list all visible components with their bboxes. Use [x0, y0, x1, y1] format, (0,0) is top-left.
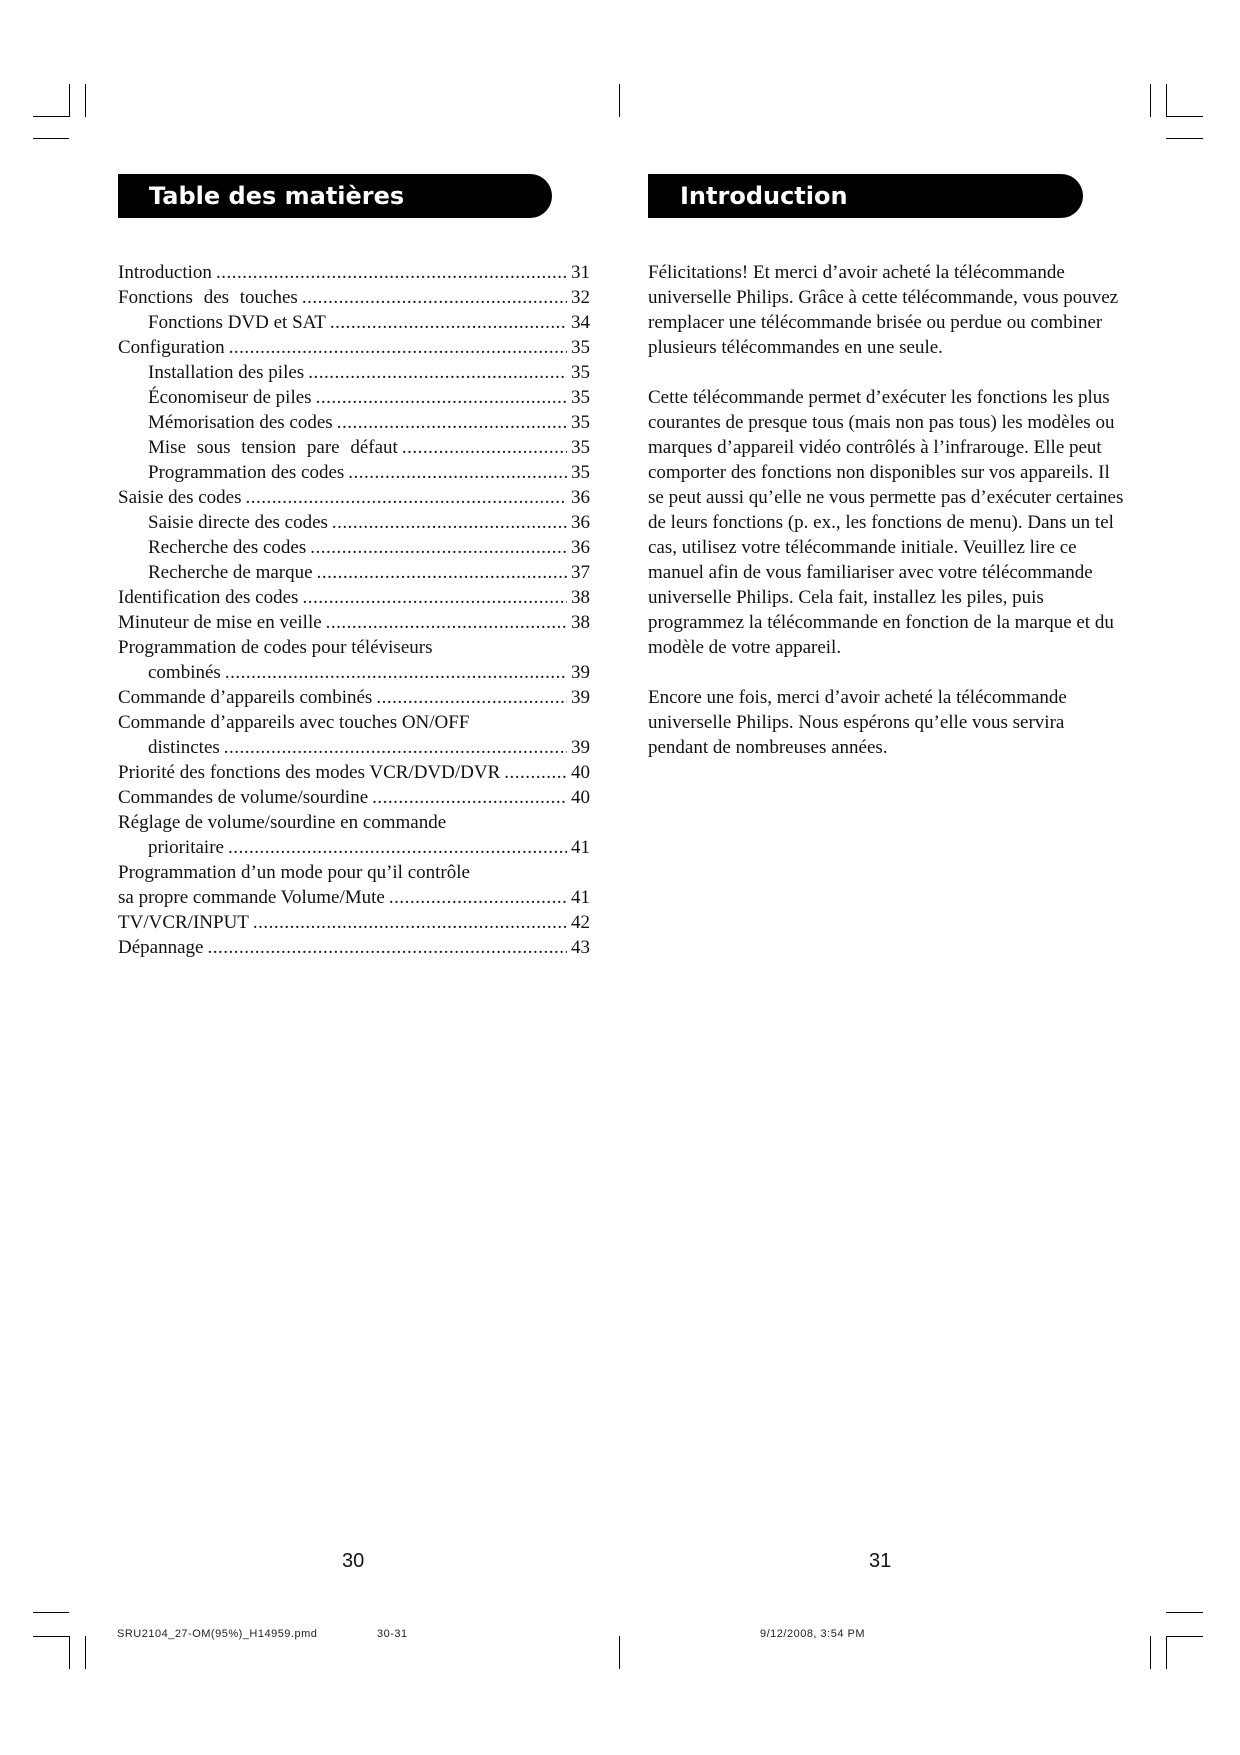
toc-leader-dots	[402, 435, 567, 460]
toc-entry-title: Dépannage	[118, 937, 204, 958]
toc-entry-line: Réglage de volume/sourdine en commande	[118, 812, 447, 833]
toc-entry	[118, 410, 590, 435]
intro-paragraph: Cette télécommande permet d’exécuter les fonctions les plus courantes de presque tous (mais non pas tous) les modèles ou marques d’appareil vidéo contrôlés à l’infrarouge. Elle peut comporter des fonctions non disponibles sur vos appareils. Il se peut aussi qu’elle ne vous permette pas d’exécuter certaines de leurs fonctions (p. ex., les fonctions de menu). Dans un tel cas, utilisez votre télécommande initiale. Veuillez lire ce manuel afin de vous familiariser avec votre télécommande universelle Philips. Cela fait, installez les piles, puis programmez la télécommande en fonction de la marque et du modèle de votre appareil.	[648, 387, 1124, 658]
toc-entry-page: 41	[571, 837, 590, 858]
toc-entry-page: 40	[571, 762, 590, 783]
toc-leader-dots	[207, 935, 567, 960]
toc-entry-page: 38	[571, 587, 590, 608]
toc-leader-dots	[216, 260, 567, 285]
toc-entry-page: 36	[571, 512, 590, 533]
crop-mark	[1166, 138, 1203, 139]
toc-entry-page: 39	[571, 662, 590, 683]
toc-entry-title: Commandes de volume/sourdine	[118, 787, 369, 808]
toc-entry-title: Fonctions des touches	[118, 287, 298, 308]
toc-leader-dots	[504, 760, 567, 785]
toc-entry	[118, 785, 590, 810]
toc-entry	[118, 760, 590, 785]
toc-entry-title: Configuration	[118, 337, 225, 358]
crop-mark	[33, 1612, 69, 1613]
toc-entry-page: 35	[571, 437, 590, 458]
toc-entry-title: Saisie des codes	[118, 487, 242, 508]
toc-leader-dots	[389, 885, 567, 910]
toc-leader-dots	[310, 535, 567, 560]
toc-entry-page: 36	[571, 537, 590, 558]
toc-entry-title: Mémorisation des codes	[148, 412, 333, 433]
toc-entry	[118, 510, 590, 535]
toc-entry	[118, 735, 590, 760]
toc-entry-page: 42	[571, 912, 590, 933]
toc-entry	[118, 310, 590, 335]
toc-entry-title: Recherche des codes	[148, 537, 307, 558]
toc-leader-dots	[317, 560, 567, 585]
crop-mark	[85, 84, 86, 117]
toc-entry	[118, 385, 590, 410]
toc-entry-title: distinctes	[148, 737, 220, 758]
toc-entry	[118, 460, 590, 485]
toc-entry-page: 35	[571, 462, 590, 483]
toc-entry	[118, 835, 590, 860]
toc-leader-dots	[308, 360, 567, 385]
toc-entry	[118, 585, 590, 610]
toc-entry-title: Recherche de marque	[148, 562, 313, 583]
crop-mark	[619, 84, 620, 117]
slug-pages: 30-31	[377, 1628, 408, 1640]
crop-mark	[33, 138, 69, 139]
toc-leader-dots	[348, 460, 567, 485]
toc-leader-dots	[330, 310, 567, 335]
crop-mark	[69, 84, 70, 117]
toc-entry	[118, 435, 590, 460]
toc-entry-title: Introduction	[118, 262, 212, 283]
intro-text	[648, 260, 1124, 785]
toc-entry-page: 39	[571, 737, 590, 758]
toc-entry-title: Priorité des fonctions des modes VCR/DVD/DVR	[118, 762, 501, 783]
toc-entry-page: 40	[571, 787, 590, 808]
crop-mark	[619, 1636, 620, 1669]
crop-mark	[33, 1636, 69, 1637]
toc-entry-line: Programmation de codes pour téléviseurs	[118, 637, 433, 658]
crop-mark	[85, 1636, 86, 1669]
toc-leader-dots	[224, 735, 567, 760]
crop-mark	[1166, 1636, 1203, 1637]
toc-entry-page: 34	[571, 312, 590, 333]
toc-entry	[118, 885, 590, 910]
toc-entry-page: 43	[571, 937, 590, 958]
crop-mark	[1150, 84, 1151, 117]
toc-entry-page: 35	[571, 337, 590, 358]
toc-entry-title: Commande d’appareils combinés	[118, 687, 373, 708]
toc-leader-dots	[332, 510, 567, 535]
toc-entry	[118, 285, 590, 310]
table-of-contents	[118, 260, 590, 960]
toc-entry-page: 41	[571, 887, 590, 908]
toc-entry	[118, 610, 590, 635]
toc-entry-title: Identification des codes	[118, 587, 299, 608]
toc-entry	[118, 535, 590, 560]
crop-mark	[69, 1636, 70, 1669]
page-number-left: 30	[342, 1550, 365, 1572]
toc-entry-page: 36	[571, 487, 590, 508]
toc-entry	[118, 335, 590, 360]
toc-entry-line: Programmation d’un mode pour qu’il contrôle	[118, 862, 470, 883]
toc-entry-title: Fonctions DVD et SAT	[148, 312, 326, 333]
toc-leader-dots	[302, 585, 567, 610]
toc-entry	[118, 685, 590, 710]
toc-header: Table des matières	[118, 174, 552, 218]
toc-entry	[118, 910, 590, 935]
toc-leader-dots	[302, 285, 567, 310]
page-number-right: 31	[869, 1550, 892, 1572]
toc-entry-title: Mise sous tension pare défaut	[148, 437, 398, 458]
toc-leader-dots	[316, 385, 567, 410]
crop-mark	[1166, 1636, 1167, 1669]
toc-leader-dots	[228, 835, 567, 860]
crop-mark	[1166, 84, 1167, 117]
toc-leader-dots	[245, 485, 567, 510]
toc-entry-page: 39	[571, 687, 590, 708]
toc-entry-page: 32	[571, 287, 590, 308]
toc-leader-dots	[372, 785, 567, 810]
toc-entry-page: 38	[571, 612, 590, 633]
toc-leader-dots	[337, 410, 567, 435]
toc-entry-title: combinés	[148, 662, 221, 683]
toc-entry	[118, 485, 590, 510]
toc-entry-line: Commande d’appareils avec touches ON/OFF	[118, 712, 470, 733]
intro-header: Introduction	[648, 174, 1083, 218]
toc-entry-title: sa propre commande Volume/Mute	[118, 887, 385, 908]
crop-mark	[1150, 1636, 1151, 1669]
toc-entry	[118, 260, 590, 285]
toc-entry	[118, 660, 590, 685]
toc-entry	[118, 360, 590, 385]
toc-entry-title: Saisie directe des codes	[148, 512, 328, 533]
toc-entry	[118, 560, 590, 585]
toc-entry-page: 37	[571, 562, 590, 583]
toc-leader-dots	[326, 610, 567, 635]
toc-entry-page: 35	[571, 362, 590, 383]
intro-paragraph: Félicitations! Et merci d’avoir acheté la télécommande universelle Philips. Grâce à cette télécommande, vous pouvez remplacer une télécommande brisée ou perdue ou combiner plusieurs télécommandes en une seule.	[648, 262, 1119, 358]
crop-mark	[1166, 116, 1203, 117]
toc-leader-dots	[229, 335, 567, 360]
toc-entry-title: Installation des piles	[148, 362, 305, 383]
toc-leader-dots	[225, 660, 567, 685]
toc-entry-title: Économiseur de piles	[148, 387, 312, 408]
toc-entry-title: TV/VCR/INPUT	[118, 912, 249, 933]
toc-entry-title: Programmation des codes	[148, 462, 345, 483]
toc-leader-dots	[376, 685, 567, 710]
crop-mark	[1166, 1612, 1203, 1613]
slug-timestamp: 9/12/2008, 3:54 PM	[760, 1628, 866, 1640]
toc-leader-dots	[253, 910, 567, 935]
slug-filename: SRU2104_27-OM(95%)_H14959.pmd	[117, 1628, 318, 1640]
crop-mark	[33, 116, 69, 117]
toc-entry-title: prioritaire	[148, 837, 224, 858]
toc-entry-title: Minuteur de mise en veille	[118, 612, 322, 633]
toc-entry-page: 35	[571, 387, 590, 408]
toc-entry-page: 35	[571, 412, 590, 433]
toc-entry-page: 31	[571, 262, 590, 283]
intro-paragraph: Encore une fois, merci d’avoir acheté la télécommande universelle Philips. Nous espérons qu’elle vous servira pendant de nombreuses années.	[648, 687, 1067, 758]
toc-entry	[118, 935, 590, 960]
